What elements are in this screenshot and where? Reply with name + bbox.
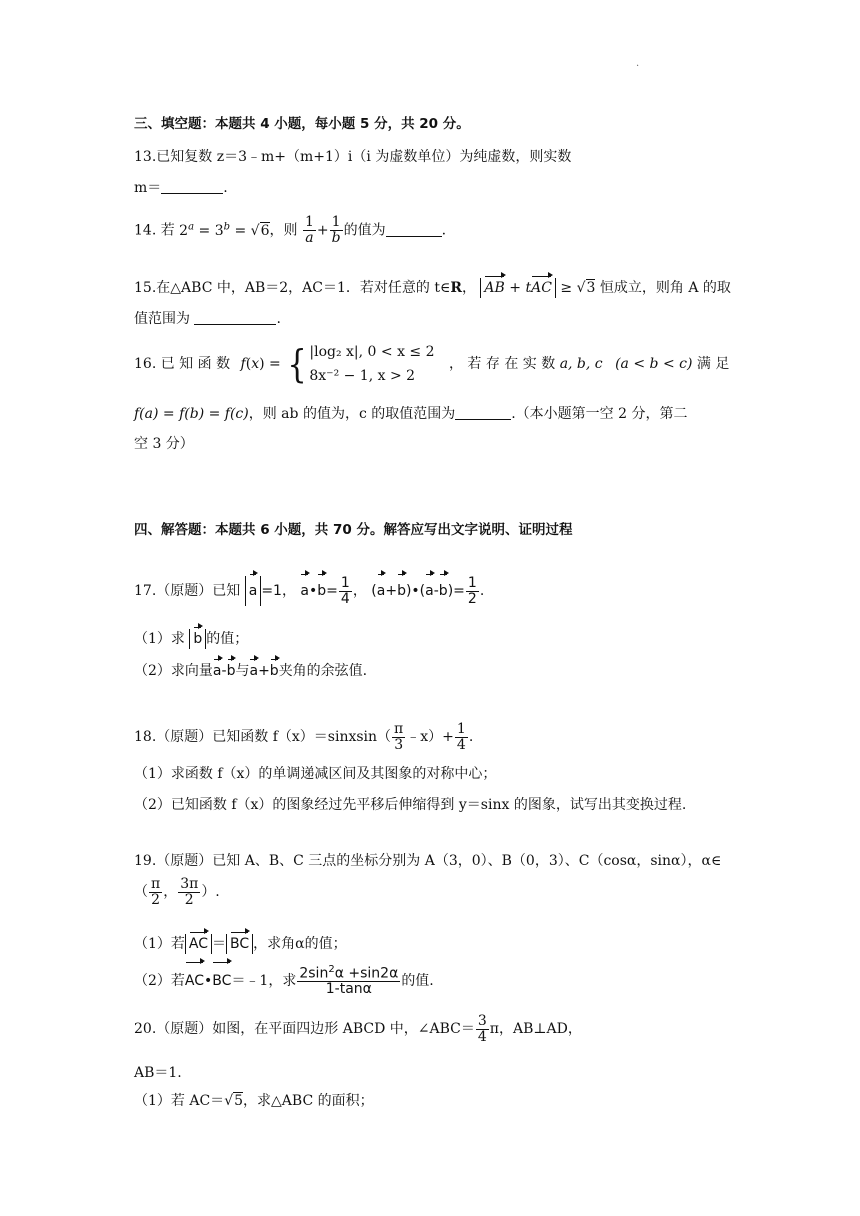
- piecewise-cases: [309, 340, 434, 388]
- question-15-line-2-text: 值范围为: [134, 311, 195, 327]
- comma: ，: [163, 884, 178, 901]
- part-2-suffix: 的值.: [401, 973, 434, 989]
- question-19-part-2: [134, 964, 434, 998]
- header-dot: .: [636, 58, 640, 69]
- question-16-line-1: 16. 已 知 函 数 f(x) = { |log₂ x|, 0 < x ≤ 2 8x⁻² − 1, x > 2 ， 若 存 在 实 数 a, b, c (a < b < c) 满 足: [134, 342, 730, 386]
- question-15-line-2: [134, 309, 281, 329]
- question-16-condition: (a < b < c): [615, 356, 693, 372]
- fraction-pi-over-3: $\frac{\pi}{3}$: [394, 721, 404, 753]
- question-14-middle: ，则: [269, 222, 298, 239]
- question-20: [134, 1014, 582, 1044]
- vector-a-plus-b: a+b: [249, 663, 279, 679]
- norm-BC: BC: [226, 934, 253, 954]
- question-18-part-2: （2）已知函数 f（x）的图象经过先平移后伸缩得到 y＝sinx 的图象，试写出其变换过程.: [134, 797, 687, 813]
- question-19-line-1: 19.（原题）已知 A、B、C 三点的坐标分别为 A（3，0）、B（0，3）、C（cosα，sinα），α∈: [134, 853, 722, 869]
- question-15-line-1: 15.在△ABC 中，AB＝2，AC＝1．若对任意的 t∈R， AB + tAC ≥ √3 恒成立，则角 A 的取: [134, 280, 731, 296]
- part-1-label: （1）求: [134, 631, 185, 647]
- piecewise-case-2: 8x⁻² − 1, x > 2: [309, 368, 416, 384]
- equals: ＝: [212, 936, 227, 952]
- question-19-line-2: [134, 877, 220, 907]
- part-1-suffix: ，求△ABC 的面积；: [243, 1093, 374, 1109]
- part-1-label: （1）若: [134, 936, 185, 952]
- question-17-part-1: [134, 629, 248, 649]
- comma: ，: [461, 280, 476, 296]
- vector-a-minus-b: a-b: [212, 663, 236, 679]
- part-2-mid: ＝﹣1，求: [231, 973, 297, 989]
- part-2-suffix: 夹角的余弦值.: [278, 663, 368, 679]
- real-set-R: R: [450, 280, 462, 296]
- part-1-suffix: ，求角α的值；: [253, 936, 347, 952]
- question-20-prefix: 20.（原题）如图，在平面四边形 ABCD 中，∠ABC＝: [134, 1021, 475, 1038]
- question-17-prefix: 17.（原题）已知: [134, 583, 241, 600]
- fraction-3-over-4: $\frac{3}{4}$: [477, 1013, 487, 1045]
- question-18-prefix: 18.（原题）已知函数 f（x）＝sinxsin（: [134, 729, 392, 746]
- question-16-middle: ， 若 存 在 实 数: [448, 356, 556, 372]
- dot-product-AC-BC: AC•BC: [185, 973, 232, 989]
- question-17-given: a =1， a•b= $\frac{1}{4}$ ， (a+b)•(a-b)= $\frac{1}{2}$ .: [245, 583, 485, 599]
- section-4-heading: 四、解答题：本题共 6 小题，共 70 分。解答应写出文字说明、证明过程: [134, 522, 573, 538]
- fraction-1-over-4: $\frac{1}{4}$: [456, 721, 466, 753]
- question-20-suffix: π，AB⊥AD，: [489, 1021, 582, 1038]
- question-13-var: m＝: [134, 180, 162, 196]
- answer-blank-15[interactable]: [194, 310, 276, 325]
- question-15-text: 15.在△ABC 中，AB＝2，AC＝1．若对任意的 t∈: [134, 280, 451, 296]
- question-14-suffix: 的值为: [343, 222, 386, 239]
- question-14-equation: $2^a = 3^b = √6$: [179, 221, 270, 239]
- section-3-heading: 三、填空题：本题共 4 小题，每小题 5 分，共 20 分。: [134, 116, 470, 132]
- question-13-line-1: 13.已知复数 z＝3﹣m+（m+1）i（i 为虚数单位）为纯虚数，则实数: [134, 149, 572, 165]
- period: .: [441, 222, 447, 239]
- period: .: [276, 311, 281, 327]
- question-17: [134, 576, 484, 606]
- part-1-label: （1）若 AC＝: [134, 1093, 225, 1109]
- vector-norm-expression: AB + tAC: [480, 278, 556, 298]
- question-16-line-3: 空 3 分）: [134, 436, 194, 452]
- question-20-part-1: （1）若 AC＝√5，求△ABC 的面积；: [134, 1093, 374, 1109]
- answer-blank-13[interactable]: [161, 179, 223, 194]
- question-16-prefix: 16. 已 知 函 数: [134, 356, 231, 372]
- question-14: 14. 若 $2^a = 3^b = √6$，则 $\frac{1}{a}$ + $\frac{1}{b}$ 的值为 .: [134, 214, 447, 247]
- question-16-vars: a, b, c: [559, 356, 603, 372]
- question-16-line-2-text: ，则 ab 的值为，c 的取值范围为: [248, 406, 456, 422]
- question-16-equation: f(a) = f(b) = f(c): [134, 406, 249, 422]
- piecewise-brace: {: [287, 342, 307, 386]
- fraction-1-over-b: $\frac{1}{b}$: [331, 214, 341, 247]
- question-16-suffix: 满 足: [696, 356, 730, 372]
- question-15-text-suffix: 恒成立，则角 A 的取: [599, 280, 731, 296]
- answer-blank-16[interactable]: [455, 405, 511, 420]
- question-16-line-2: [134, 404, 688, 424]
- part-2-label: （2）若: [134, 973, 185, 989]
- question-18: [134, 722, 473, 752]
- question-13-line-2: [134, 178, 228, 198]
- part-2-label: （2）求向量: [134, 663, 213, 679]
- and-text: 与: [235, 663, 250, 679]
- norm-AC: AC: [185, 934, 212, 954]
- close-paren: ）.: [201, 884, 220, 901]
- trig-fraction: $\frac{2\sin^2\alpha +\sin 2\alpha}{1-\tan\alpha}$: [299, 963, 399, 998]
- question-18-part-1: （1）求函数 f（x）的单调递减区间及其图象的对称中心；: [134, 766, 497, 782]
- piecewise-case-1: |log₂ x|, 0 < x ≤ 2: [309, 344, 435, 360]
- fraction-1-over-a: $\frac{1}{a}$: [304, 214, 314, 247]
- open-paren: （: [134, 884, 148, 901]
- question-19-part-1: [134, 934, 347, 954]
- period: .: [468, 729, 474, 746]
- norm-b: b: [189, 629, 206, 649]
- question-18-suffix: ﹣x）+: [406, 729, 454, 746]
- fraction-pi-over-2: $\frac{\pi}{2}$: [151, 876, 161, 908]
- question-14-prefix: 14. 若: [134, 222, 175, 239]
- question-16-line-2-end: .（本小题第一空 2 分，第二: [511, 406, 688, 422]
- period: .: [223, 180, 228, 196]
- question-17-part-2: [134, 661, 367, 681]
- fraction-3pi-over-2: $\frac{3\pi}{2}$: [180, 876, 199, 908]
- answer-blank-14[interactable]: [386, 222, 442, 237]
- question-20-line-2: AB＝1.: [134, 1065, 182, 1081]
- part-1-suffix: 的值；: [206, 631, 249, 647]
